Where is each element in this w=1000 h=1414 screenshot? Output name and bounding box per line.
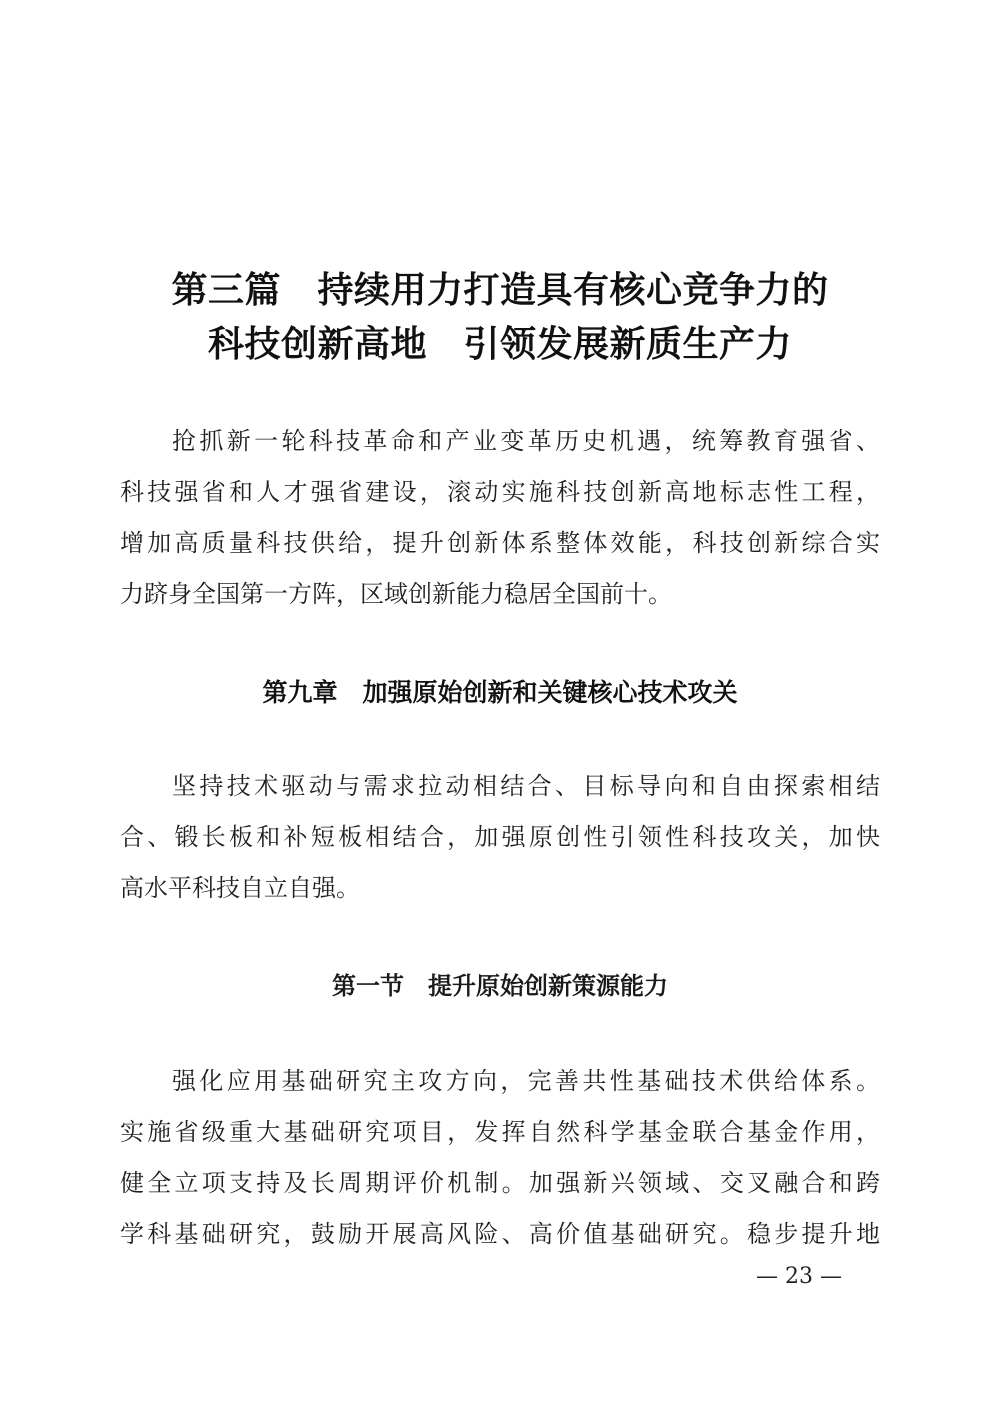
section-line-1: 强化应用基础研究主攻方向，完善共性基础技术供给体系。	[172, 1067, 880, 1095]
intro-line-2: 科技强省和人才强省建设，滚动实施科技创新高地标志性工程，	[120, 478, 880, 506]
section-line-3: 健全立项支持及长周期评价机制。加强新兴领域、交叉融合和跨	[120, 1169, 880, 1197]
chapter-line-2: 合、锻长板和补短板相结合，加强原创性引领性科技攻关，加快	[120, 823, 880, 851]
section-title: 第一节 提升原始创新策源能力	[332, 971, 668, 1000]
section-line-2: 实施省级重大基础研究项目，发挥自然科学基金联合基金作用，	[120, 1118, 880, 1146]
intro-line-4: 力跻身全国第一方阵，区域创新能力稳居全国前十。	[120, 580, 672, 608]
chapter-line-1: 坚持技术驱动与需求拉动相结合、目标导向和自由探索相结	[172, 772, 880, 800]
part-title-line-2: 科技创新高地 引领发展新质生产力	[207, 324, 792, 365]
part-title-line-1: 第三篇 持续用力打造具有核心竞争力的	[171, 270, 829, 311]
intro-line-3: 增加高质量科技供给，提升创新体系整体效能，科技创新综合实	[120, 529, 880, 557]
chapter-line-3: 高水平科技自立自强。	[120, 874, 360, 902]
chapter-title: 第九章 加强原始创新和关键核心技术攻关	[262, 678, 738, 707]
page-number: — 23 —	[756, 1264, 842, 1289]
intro-line-1: 抢抓新一轮科技革命和产业变革历史机遇，统筹教育强省、	[172, 427, 880, 455]
section-line-4: 学科基础研究，鼓励开展高风险、高价值基础研究。稳步提升地	[120, 1220, 880, 1248]
